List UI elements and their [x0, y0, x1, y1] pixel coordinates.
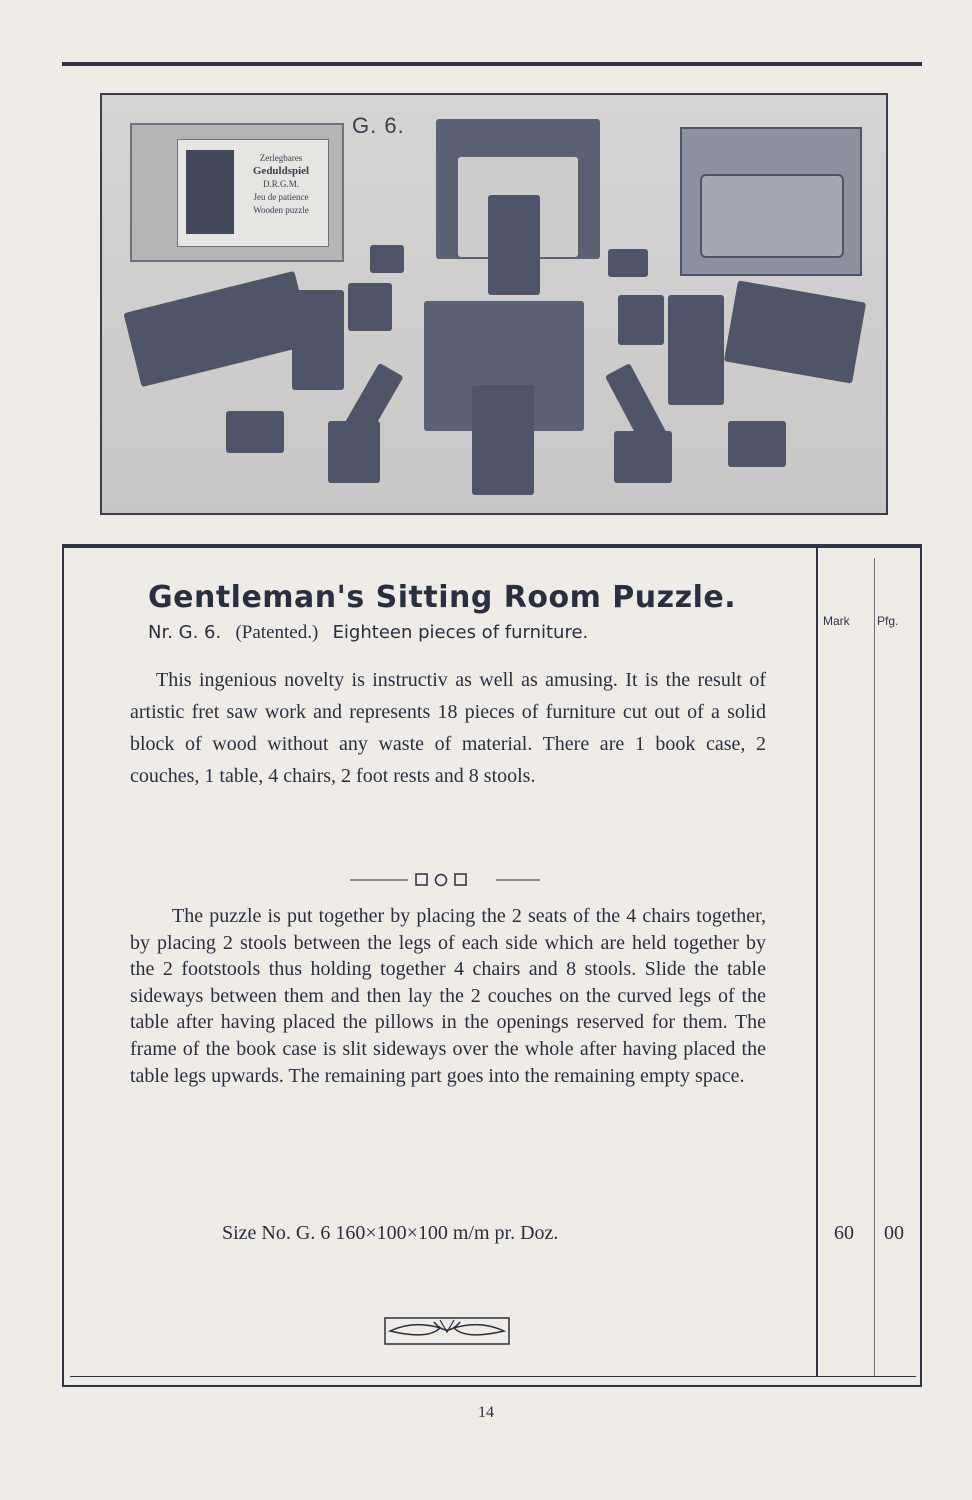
- box-label: [177, 139, 329, 247]
- wood-block: [680, 127, 862, 276]
- box-text-line: Wooden puzzle: [253, 205, 309, 215]
- chair-piece: [488, 195, 540, 295]
- description-paragraph: This ingenious novelty is instructiv as well as amusing. It is the result of artistic fret saw work and represents 18 pieces of furniture cut out of a solid block of wood without any waste of material. There are 1 book case, 2 couches, 1 table, 4 chairs, 2 foot rests and 8 stools.: [130, 669, 766, 787]
- stool-piece: [618, 295, 664, 345]
- chair-piece: [472, 385, 534, 495]
- box-text-line: Jeu de patience: [253, 192, 309, 202]
- stool-piece: [614, 431, 672, 483]
- pieces-note: Eighteen pieces of furniture.: [332, 622, 589, 643]
- price-mark: 60: [834, 1222, 854, 1244]
- divider-ornament: [350, 870, 540, 890]
- box-text-line: Zerlegbares: [259, 153, 303, 163]
- block-cavity: [700, 174, 844, 258]
- frame-inner-rule: [70, 1376, 916, 1377]
- chair-piece: [668, 295, 724, 405]
- footrest-piece: [728, 421, 786, 467]
- stool-piece: [370, 245, 404, 273]
- box-text-line: Geduldspiel: [252, 165, 310, 177]
- stool-piece: [608, 249, 648, 277]
- couch-piece: [724, 280, 866, 383]
- chair-piece: [292, 290, 344, 390]
- price-pfg: 00: [884, 1222, 904, 1244]
- leaf-ornament: [384, 1314, 510, 1348]
- puzzle-box: [130, 123, 344, 262]
- product-subline: [148, 622, 788, 644]
- price-column-rule: [874, 558, 875, 1376]
- box-text: [238, 152, 324, 217]
- product-title: Gentleman's Sitting Room Puzzle.: [148, 580, 737, 615]
- stool-piece: [348, 283, 392, 331]
- stool-piece: [328, 421, 380, 483]
- photo-label: G. 6.: [352, 113, 405, 138]
- column-header-pfg: Pfg.: [877, 614, 899, 628]
- top-rule: [62, 62, 922, 66]
- patent-note: (Patented.): [235, 622, 319, 643]
- product-number: Nr. G. 6.: [148, 622, 222, 643]
- column-header-mark: Mark: [823, 614, 850, 628]
- box-illustration: [186, 150, 234, 234]
- page-number: 14: [478, 1404, 494, 1421]
- footrest-piece: [226, 411, 284, 453]
- product-photo: [100, 93, 888, 515]
- box-text-line: D.R.G.M.: [262, 179, 299, 189]
- couch-piece: [123, 271, 312, 387]
- price-column-rule: [816, 548, 818, 1376]
- size-line: Size No. G. 6 160×100×100 m/m pr. Doz.: [222, 1222, 559, 1244]
- assembly-paragraph: The puzzle is put together by placing the 2 seats of the 4 chairs together, by placing 2 stools between the legs of each side which are held together by the 2 footstools thus holding together 4 chairs and 8 stools. Slide the table sideways between them and then lay the 2 couches on the curved legs of the table after having placed the pillows in the openings reserved for them. The frame of the book case is slit sideways over the whole after having placed the table legs upwards. The remaining part goes into the remaining empty space.: [130, 905, 766, 1087]
